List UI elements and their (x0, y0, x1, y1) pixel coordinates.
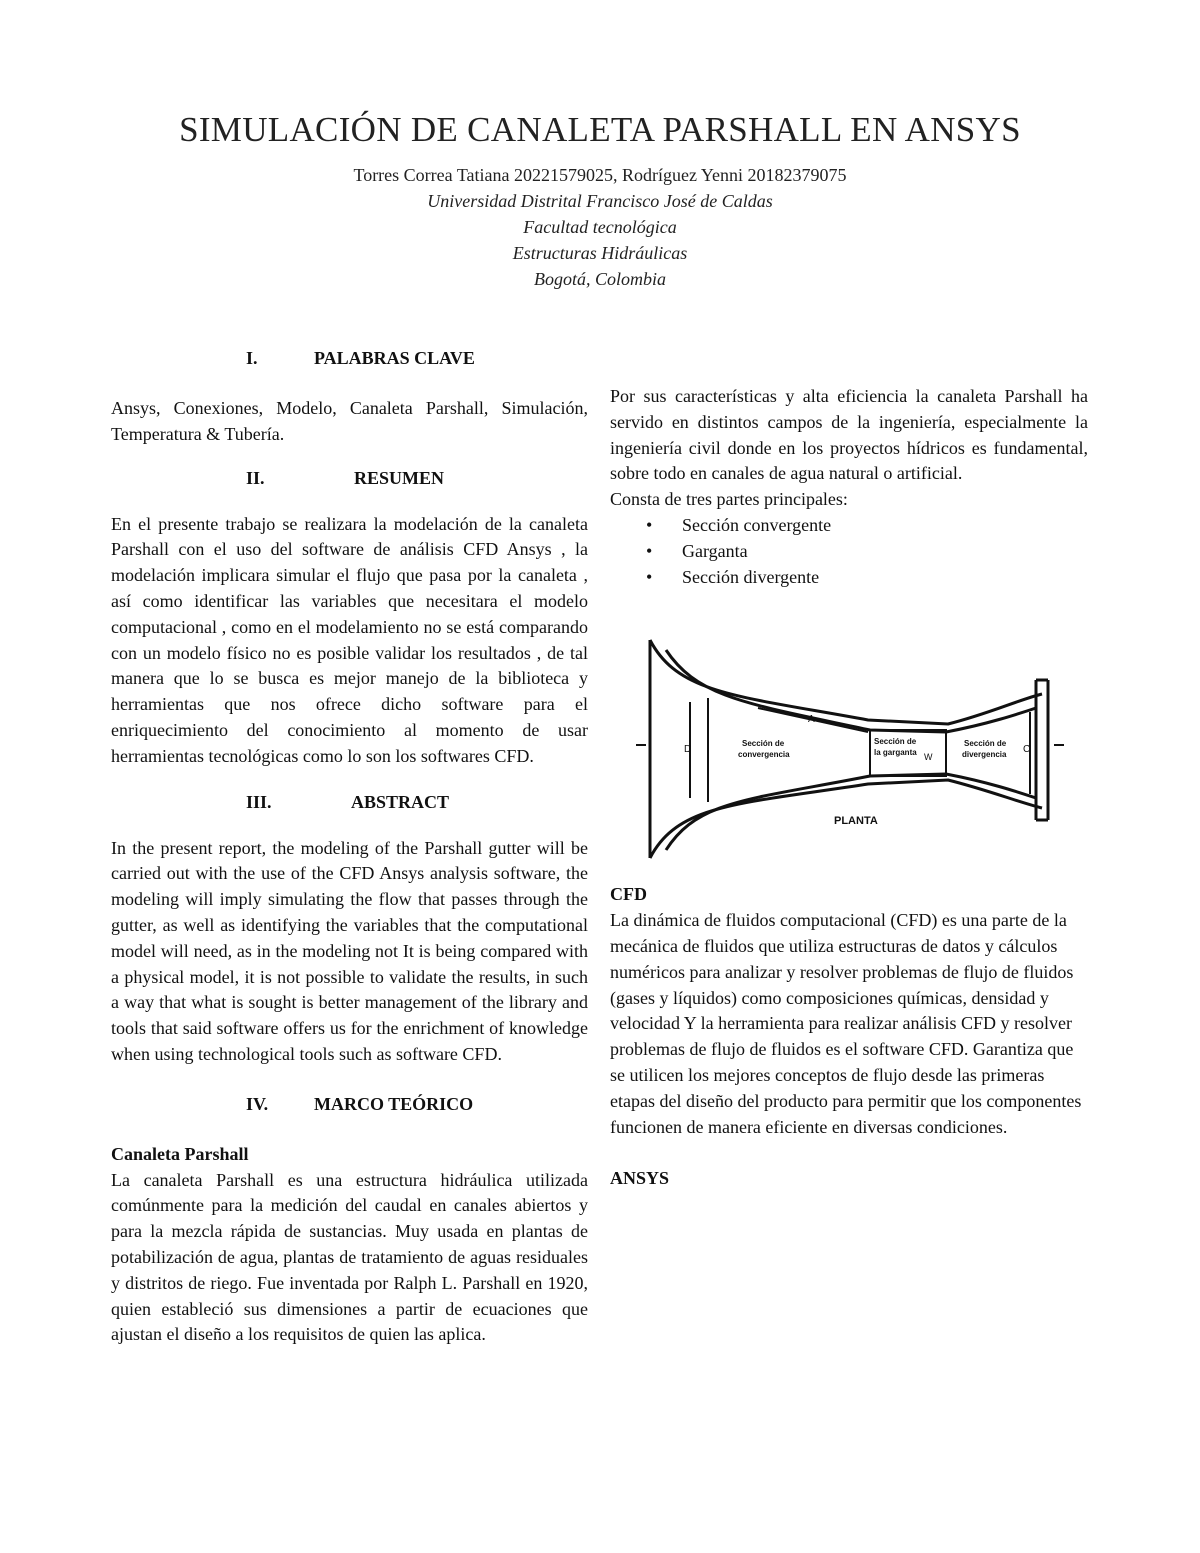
marco-text: La canaleta Parshall es una estructura hidráulica utilizada comúnmente para la medición del caudal en canales abiertos y para la mezcla rápida de sustancias. Muy usada en plantas de potabilización de agua, plantas de tratamiento de aguas residuales y distritos de riego. Fue inventada por Ralph L. Parshall en 1920, quien estableció sus dimensiones a partir de ecuaciones que ajustan el diseño a los requisitos de quien las aplica. (111, 1169, 588, 1345)
label-convergente: Sección de convergencia (738, 739, 790, 759)
parshall-flume-diagram (618, 634, 1070, 870)
dim-c-label: C (1023, 744, 1031, 755)
list-item: • Sección convergente (610, 513, 1088, 539)
authors: Torres Correa Tatiana 20221579025, Rodríguez Yenni 20182379075 (353, 165, 847, 185)
paper-header (0, 110, 1200, 292)
label-divergente: Sección de divergencia (962, 739, 1007, 759)
location: Bogotá, Colombia (533, 269, 666, 289)
list-item: • Garganta (610, 539, 1088, 565)
paper-title: SIMULACIÓN DE CANALETA PARSHALL EN ANSYS (179, 110, 1021, 149)
section-heading-abstract: III. ABSTRACT (246, 791, 450, 812)
resumen-text: En el presente trabajo se realizara la modelación de la canaleta Parshall con el uso del software de análisis CFD Ansys , la modelación implicara simular el flujo que pasa por la canaleta , así como identificar las variables que necesitara el modelo computacional , como en el modelamiento no se está comparando con un modelo físico no es posible validar los resultados , de tal manera que lo se busca es mejor manejo de la biblioteca y herramientas que nos ofrece dicho software para el enriquecimiento del conocimiento al momento de usar herramientas tecnológicas como lo son los softwares CFD. (111, 513, 588, 766)
parts-intro: Consta de tres partes principales: (610, 489, 848, 510)
dim-w-label: W (924, 752, 933, 762)
bullet-icon: • (646, 540, 653, 561)
bullet-icon: • (646, 514, 653, 535)
section-heading-keywords: I. PALABRAS CLAVE (246, 348, 475, 368)
parts-list (610, 513, 1088, 590)
course: Estructuras Hidráulicas (512, 243, 688, 263)
label-planta: PLANTA (834, 815, 878, 827)
cfd-heading: CFD (610, 884, 647, 905)
abstract-text: In the present report, the modeling of the Parshall gutter will be carried out with the use of the CFD Ansys analysis software, the modeling will imply simulating the flow that passes through the gutter, as well as identifying the variables that the computational model will need, as in the modeling not It is being compared with a physical model, it is not possible to validate the results, in such a way that what is sought is better management of the library and tools that said software offers us for the enrichment of knowledge when using technological tools such as software CFD. (111, 837, 588, 1064)
keywords-text: Ansys, Conexiones, Modelo, Canaleta Parshall, Simulación, Temperatura & Tubería. (111, 398, 588, 444)
cfd-text: La dinámica de fluidos computacional (CFD) es una parte de la mecánica de fluidos que utiliza estructuras de datos y cálculos numéricos para analizar y resolver problemas de flujo de fluidos (gases y líquidos) como composiciones químicas, densidad y velocidad Y la herramienta para realizar análisis CFD y resolver problemas de flujo de fluidos es el software CFD. Garantiza que se utilicen los mejores conceptos de flujo desde las primeras etapas del diseño del producto para permitir que los componentes funcionen de manera eficiente en diversas condiciones. (610, 910, 1082, 1137)
bullet-icon: • (646, 566, 653, 587)
faculty: Facultad tecnológica (523, 217, 677, 237)
dim-a-label: A (808, 714, 815, 725)
dim-d-label: D (684, 744, 692, 755)
section-heading-marco: IV. MARCO TEÓRICO (246, 1093, 474, 1114)
label-garganta: Sección de la garganta (874, 737, 917, 757)
ansys-heading: ANSYS (610, 1168, 670, 1189)
section-heading-resumen: II. RESUMEN (246, 467, 445, 488)
subheading-canaleta: Canaleta Parshall (111, 1143, 249, 1164)
university: Universidad Distrital Francisco José de Caldas (427, 191, 773, 211)
intro-text: Por sus características y alta eficiencia la canaleta Parshall ha servido en distintos campos de la ingeniería, especialmente la ingeniería civil donde en los proyectos hídricos es fundamental, sobre todo en canales de agua natural o artificial. (610, 386, 1088, 484)
list-item: • Sección divergente (610, 565, 1088, 591)
left-column (111, 346, 588, 1348)
